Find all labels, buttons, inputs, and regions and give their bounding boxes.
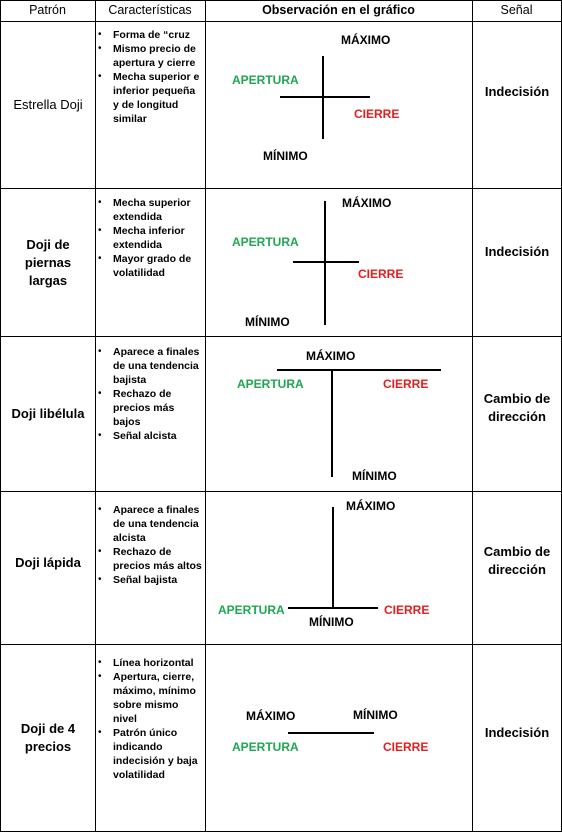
column-divider [205,0,206,832]
label-min: MÍNIMO [352,469,397,483]
label-open: APERTURA [232,73,299,87]
feature-item: • Rechazo de precios más bajos [96,387,202,429]
header-pattern: Patrón [29,3,66,17]
label-max: MÁXIMO [342,196,392,210]
label-max: MÁXIMO [341,33,391,47]
feature-item: • Señal alcista [96,429,202,443]
signal: Indecisión [484,84,550,99]
label-min: MÍNIMO [245,315,290,329]
feature-item: • Mecha superior e inferior pequeña y de longitud similar [96,70,202,126]
features-list [96,656,202,782]
features-list [96,345,202,443]
header-observation: Observación en el gráfico [262,3,415,17]
candle-body [288,607,378,609]
label-open: APERTURA [232,235,299,249]
pattern-name: Estrella Doji [13,97,83,112]
feature-item: • Aparece a finales de una tendencia alcista [96,503,202,545]
pattern-name: Doji libélula [11,406,85,421]
feature-item: • Línea horizontal [96,656,202,670]
label-min: MÍNIMO [309,615,354,629]
candle-wick [324,201,326,325]
label-min: MÍNIMO [263,149,308,163]
features-list [96,503,202,587]
label-max: MÁXIMO [246,709,296,723]
label-max: MÁXIMO [346,499,396,513]
pattern-name: Doji lápida [15,554,81,570]
candle-wick [331,369,333,477]
feature-item: • Mismo precio de apertura y cierre [96,42,202,70]
candle-wick [332,507,334,609]
features-list [96,28,202,126]
label-min: MÍNIMO [353,708,398,722]
feature-item: • Mayor grado de volatilidad [96,252,202,280]
signal: Indecisión [484,244,550,259]
feature-item: • Mecha inferior extendida [96,224,202,252]
feature-item: • Mecha superior extendida [96,196,202,224]
label-close: CIERRE [383,740,429,754]
feature-item: • Señal bajista [96,573,202,587]
feature-item: • Rechazo de precios más altos [96,545,202,573]
label-open: APERTURA [218,603,285,617]
candle-body [293,261,359,263]
feature-item: • Forma de “cruz [96,28,202,42]
label-open: APERTURA [232,740,299,754]
feature-item: • Aparece a finales de una tendencia bajista [96,345,202,387]
label-close: CIERRE [384,603,430,617]
signal: Cambio de dirección [483,391,551,424]
label-close: CIERRE [358,267,404,281]
pattern-name: Doji de piernas largas [24,236,72,288]
label-close: CIERRE [354,107,400,121]
signal: Indecisión [484,725,550,740]
features-list [96,196,202,280]
header-features: Características [108,3,192,17]
header-signal: Señal [500,3,533,17]
candle-body [288,732,374,734]
label-close: CIERRE [383,377,429,391]
pattern-name: Doji de 4 precios [20,721,76,754]
feature-item: • Apertura, cierre, máximo, mínimo sobre mismo nivel [96,670,202,726]
candle-body [277,369,441,371]
label-max: MÁXIMO [306,349,356,363]
label-open: APERTURA [237,377,304,391]
feature-item: • Patrón único indicando indecisión y baja volatilidad [96,726,202,782]
candle-body [280,96,370,98]
signal: Cambio de dirección [483,544,551,577]
